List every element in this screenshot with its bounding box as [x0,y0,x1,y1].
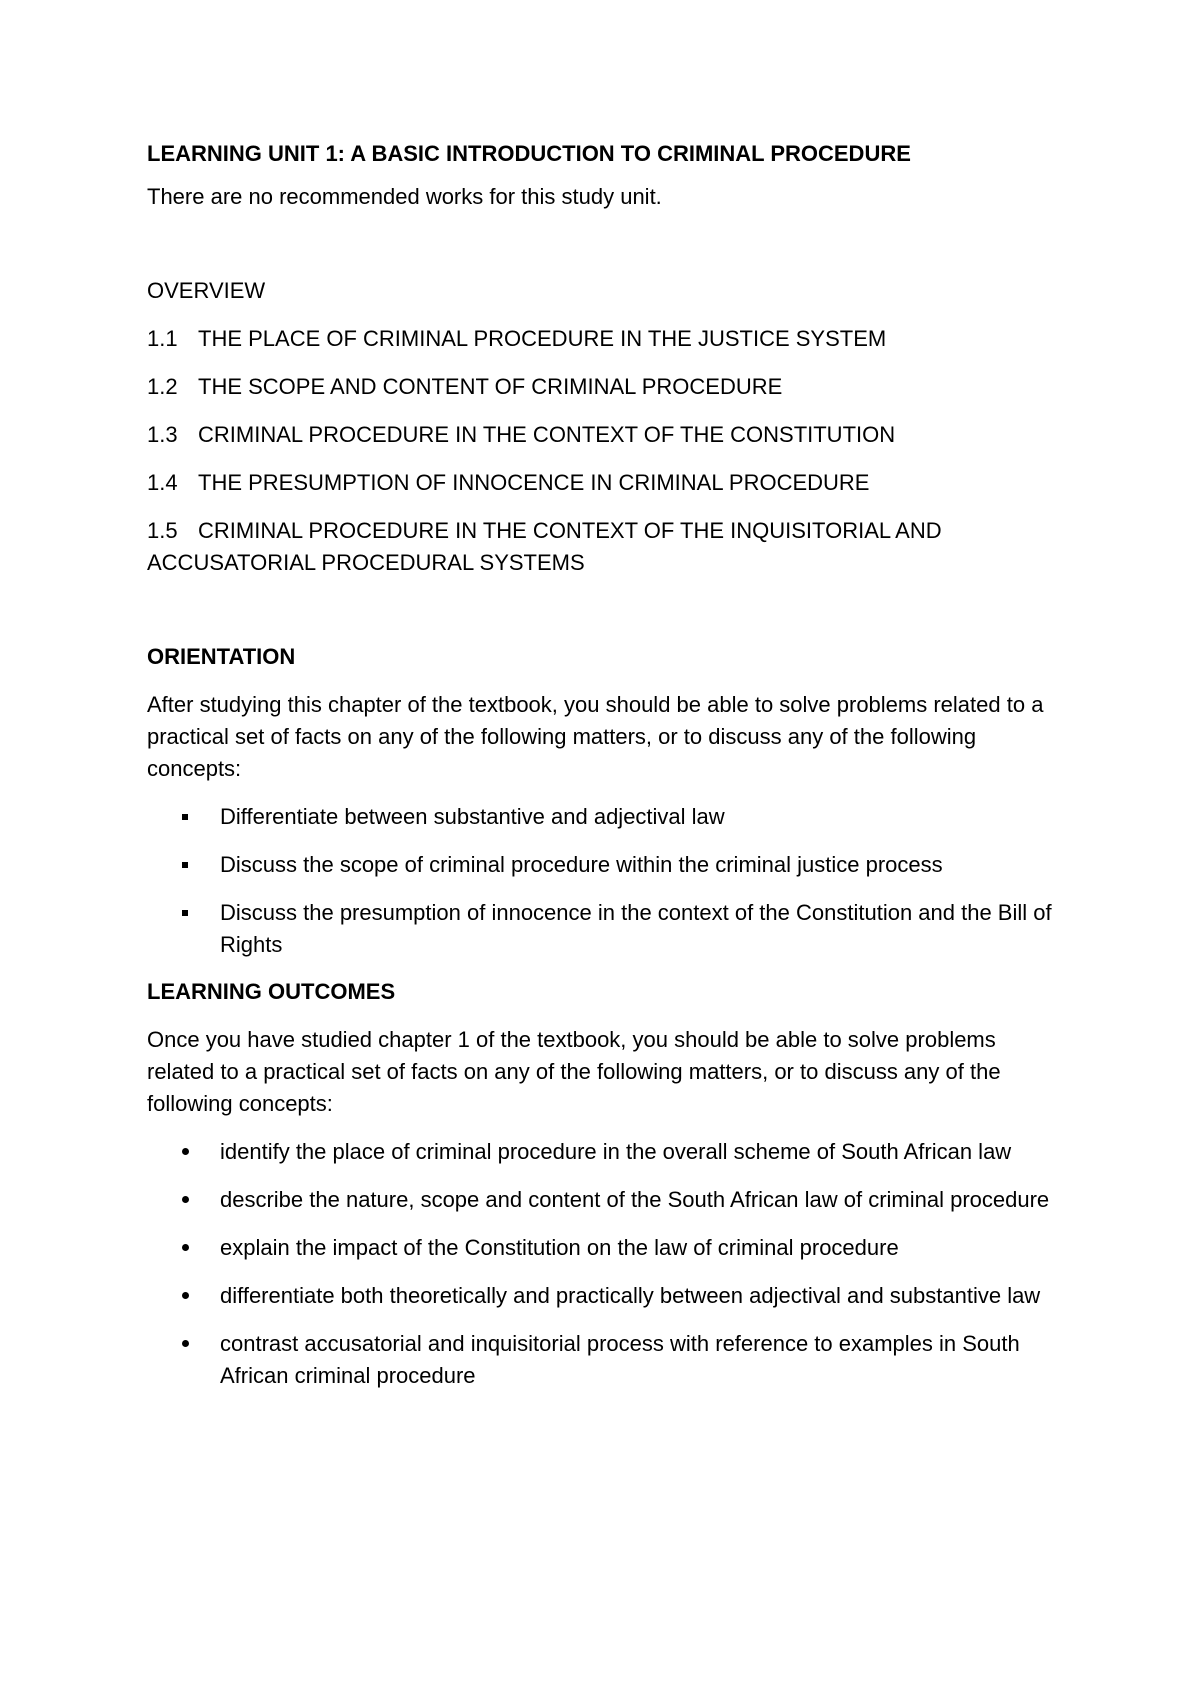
learning-outcomes-heading: LEARNING OUTCOMES [147,979,396,1004]
list-item [147,1184,1067,1216]
overview-item-number: 1.2 [147,374,178,399]
list-item-text: explain the impact of the Constitution on the law of criminal procedure [220,1235,899,1260]
overview-item-number: 1.5 [147,518,178,543]
square-bullet-icon [182,814,188,820]
dot-bullet-icon [182,1196,189,1203]
list-item-text: Discuss the presumption of innocence in the context of the Constitution and the Bill of Rights [220,900,1052,957]
square-bullet-icon [182,862,188,868]
dot-bullet-icon [182,1148,189,1155]
overview-item-number: 1.4 [147,470,178,495]
list-item [147,801,1067,833]
orientation-bullet-list [147,801,1067,961]
overview-item-text: THE SCOPE AND CONTENT OF CRIMINAL PROCEDURE [198,374,783,399]
list-item-text: differentiate both theoretically and practically between adjectival and substantive law [220,1283,1041,1308]
list-item-text: identify the place of criminal procedure in the overall scheme of South African law [220,1139,1012,1164]
list-item [147,1136,1067,1168]
overview-heading: OVERVIEW [147,278,266,303]
list-item-text: describe the nature, scope and content of the South African law of criminal procedure [220,1187,1050,1212]
list-item-text: Discuss the scope of criminal procedure within the criminal justice process [220,852,943,877]
list-item [147,1232,1067,1264]
overview-item [147,515,1067,579]
orientation-paragraph: After studying this chapter of the textbook, you should be able to solve problems related to a practical set of facts on any of the following matters, or to discuss any of the following concepts: [147,692,1044,781]
overview-item [147,467,1067,499]
orientation-heading: ORIENTATION [147,644,296,669]
overview-item-text: CRIMINAL PROCEDURE IN THE CONTEXT OF THE INQUISITORIAL AND ACCUSATORIAL PROCEDURAL SYSTEMS [147,518,942,575]
list-item-text: Differentiate between substantive and adjectival law [220,804,725,829]
overview-item-number: 1.3 [147,422,178,447]
learning-outcomes-bullet-list [147,1136,1067,1392]
list-item [147,1328,1067,1392]
overview-item [147,419,1067,451]
learning-outcomes-paragraph: Once you have studied chapter 1 of the textbook, you should be able to solve problems related to a practical set of facts on any of the following matters, or to discuss any of the following concepts: [147,1027,1001,1116]
list-item [147,1280,1067,1312]
square-bullet-icon [182,910,188,916]
dot-bullet-icon [182,1340,189,1347]
overview-item [147,323,1067,355]
intro-text: There are no recommended works for this study unit. [147,184,662,209]
overview-item-number: 1.1 [147,326,178,351]
document-page [147,138,1067,1392]
list-item [147,849,1067,881]
overview-item-text: THE PLACE OF CRIMINAL PROCEDURE IN THE JUSTICE SYSTEM [198,326,887,351]
overview-item [147,371,1067,403]
list-item-text: contrast accusatorial and inquisitorial process with reference to examples in South African criminal procedure [220,1331,1020,1388]
overview-item-text: THE PRESUMPTION OF INNOCENCE IN CRIMINAL PROCEDURE [198,470,870,495]
list-item [147,897,1067,961]
document-title: LEARNING UNIT 1: A BASIC INTRODUCTION TO CRIMINAL PROCEDURE [147,141,911,166]
dot-bullet-icon [182,1244,189,1251]
overview-item-text: CRIMINAL PROCEDURE IN THE CONTEXT OF THE CONSTITUTION [198,422,896,447]
dot-bullet-icon [182,1292,189,1299]
